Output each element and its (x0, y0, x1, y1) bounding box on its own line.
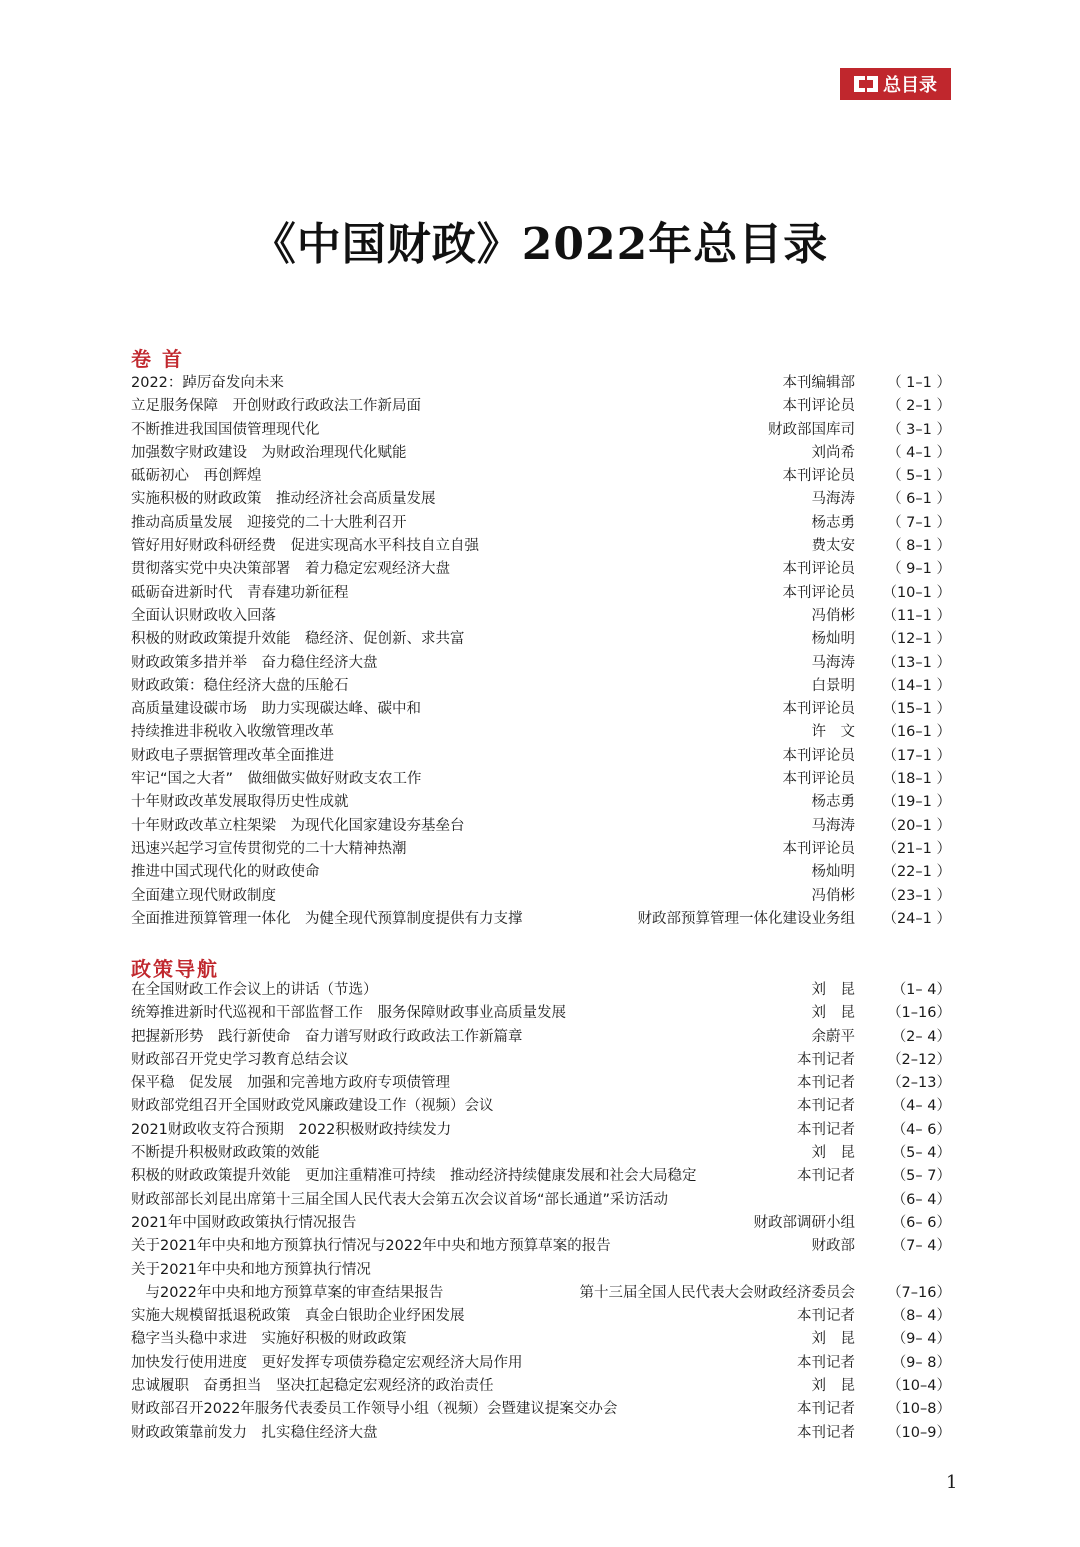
toc-entry-author: 刘 昆 (811, 1331, 855, 1348)
toc-row[interactable] (131, 582, 951, 605)
toc-row[interactable] (131, 1259, 951, 1282)
toc-entry-author: 本刊记者 (797, 1121, 855, 1138)
book-icon (854, 76, 878, 92)
toc-entry-title: 稳字当头稳中求进 实施好积极的财政政策 (131, 1331, 407, 1348)
toc-entry-author: 本刊评论员 (782, 747, 855, 764)
toc-entry-author: 本刊评论员 (782, 468, 855, 485)
toc-entry-issue: （ 5–1 ） (887, 468, 951, 485)
toc-entry-author: 余蔚平 (811, 1028, 855, 1045)
toc-entry-issue: （ 8–1 ） (887, 538, 951, 555)
toc-entry-author: 白景明 (811, 677, 855, 694)
toc-entry-issue: （5– 7） (891, 1168, 951, 1185)
toc-entry-author: 本刊记者 (797, 1075, 855, 1092)
toc-entry-title: 牢记“国之大者” 做细做实做好财政支农工作 (131, 771, 422, 788)
toc-entry-author: 杨灿明 (811, 631, 855, 648)
toc-entry-author: 本刊评论员 (782, 771, 855, 788)
toc-entry-author: 刘 昆 (811, 1005, 855, 1022)
section-heading-zhengce: 政策导航 (131, 957, 219, 981)
toc-entry-issue: （2– 4） (891, 1028, 951, 1045)
toc-entry-title: 统筹推进新时代巡视和干部监督工作 服务保障财政事业高质量发展 (131, 1005, 566, 1022)
toc-row[interactable] (131, 372, 951, 395)
toc-entry-issue: （8– 4） (891, 1308, 951, 1325)
toc-entry-title: 积极的财政政策提升效能 更加注重精准可持续 推动经济持续健康发展和社会大局稳定 (131, 1168, 697, 1185)
toc-entry-author: 杨志勇 (811, 794, 855, 811)
toc-row[interactable] (131, 1352, 951, 1375)
toc-entry-title: 砥砺奋进新时代 青春建功新征程 (131, 584, 349, 601)
toc-row[interactable] (131, 1398, 951, 1421)
toc-row[interactable] (131, 535, 951, 558)
toc-entry-author: 刘 昆 (811, 982, 855, 998)
toc-entry-issue: （9– 8） (891, 1354, 951, 1371)
toc-entry-title: 财政电子票据管理改革全面推进 (131, 747, 334, 764)
toc-row[interactable] (131, 838, 951, 861)
toc-entry-author: 财政部预算管理一体化建设业务组 (637, 910, 855, 927)
toc-entry-issue: （ 3–1 ） (887, 421, 951, 438)
toc-entry-issue: （21–1 ） (882, 840, 951, 857)
toc-entry-author: 本刊记者 (797, 1168, 855, 1185)
toc-entry-title: 立足服务保障 开创财政行政政法工作新局面 (131, 398, 421, 415)
toc-entry-author: 许 文 (811, 724, 855, 741)
toc-entry-issue: （2–12） (887, 1051, 951, 1068)
toc-entry-issue: （ 9–1 ） (887, 561, 951, 578)
toc-entry-issue: （7–16） (887, 1284, 951, 1301)
toc-row[interactable] (131, 698, 951, 721)
toc-entry-issue: （20–1 ） (882, 817, 951, 834)
toc-entry-title: 加快发行使用进度 更好发挥专项债券稳定宏观经济大局作用 (131, 1354, 523, 1371)
toc-entry-issue: （10–8） (887, 1401, 951, 1418)
toc-entry-author: 财政部国库司 (768, 421, 855, 438)
toc-entry-title: 财政部召开2022年服务代表委员工作领导小组（视频）会暨建议提案交办会 (131, 1401, 618, 1418)
toc-entry-issue: （10–1 ） (882, 584, 951, 601)
toc-entry-title: 推进中国式现代化的财政使命 (131, 864, 320, 881)
toc-entry-title: 持续推进非税收入收缴管理改革 (131, 724, 334, 741)
toc-entry-author: 第十三届全国人民代表大会财政经济委员会 (579, 1284, 855, 1301)
toc-entry-title: 关于2021年中央和地方预算执行情况 (131, 1261, 371, 1278)
toc-entry-issue: （1–16） (887, 1005, 951, 1022)
toc-entry-title: 全面推进预算管理一体化 为健全现代预算制度提供有力支撑 (131, 910, 523, 927)
toc-row[interactable] (131, 488, 951, 511)
toc-entry-title: 推动高质量发展 迎接党的二十大胜利召开 (131, 514, 407, 531)
toc-row[interactable] (131, 1072, 951, 1095)
toc-entry-issue: （9– 4） (891, 1331, 951, 1348)
toc-entry-title: 迅速兴起学习宣传贯彻党的二十大精神热潮 (131, 840, 407, 857)
toc-entry-title: 忠诚履职 奋勇担当 坚决扛起稳定宏观经济的政治责任 (131, 1378, 494, 1395)
section-list-juanshou (131, 372, 951, 931)
toc-entry-title: 关于2021年中央和地方预算执行情况与2022年中央和地方预算草案的报告 (131, 1238, 611, 1255)
toc-row[interactable] (131, 1235, 951, 1258)
toc-entry-title: 全面认识财政收入回落 (131, 607, 276, 624)
toc-row[interactable] (131, 745, 951, 768)
toc-row[interactable] (131, 1049, 951, 1072)
toc-row[interactable] (131, 1119, 951, 1142)
toc-entry-title: 实施大规模留抵退税政策 真金白银助企业纾困发展 (131, 1308, 465, 1325)
toc-entry-title: 积极的财政政策提升效能 稳经济、促创新、求共富 (131, 631, 465, 648)
toc-entry-author: 本刊评论员 (782, 584, 855, 601)
toc-row[interactable] (131, 628, 951, 651)
toc-entry-issue: （17–1 ） (882, 747, 951, 764)
toc-entry-issue: （ 2–1 ） (887, 398, 951, 415)
toc-row[interactable] (131, 465, 951, 488)
toc-entry-author: 本刊评论员 (782, 561, 855, 578)
toc-row[interactable] (131, 1002, 951, 1025)
toc-entry-author: 本刊编辑部 (782, 375, 855, 391)
toc-entry-title: 2021财政收支符合预期 2022积极财政持续发力 (131, 1121, 452, 1138)
toc-entry-title: 实施积极的财政政策 推动经济社会高质量发展 (131, 491, 436, 508)
toc-entry-issue: （4– 6） (891, 1121, 951, 1138)
toc-row[interactable] (131, 1095, 951, 1118)
toc-row[interactable] (131, 861, 951, 884)
toc-entry-issue: （16–1 ） (882, 724, 951, 741)
toc-entry-author: 杨灿明 (811, 864, 855, 881)
toc-row[interactable] (131, 791, 951, 814)
toc-entry-issue: （22–1 ） (882, 864, 951, 881)
toc-entry-title: 不断推进我国国债管理现代化 (131, 421, 320, 438)
toc-entry-title: 2022：踔厉奋发向未来 (131, 375, 284, 391)
toc-entry-title: 不断提升积极财政政策的效能 (131, 1145, 320, 1162)
toc-entry-title: 财政部召开党史学习教育总结会议 (131, 1051, 349, 1068)
toc-row[interactable] (131, 885, 951, 908)
section-heading-juanshou: 卷 首 (131, 347, 184, 371)
toc-entry-issue: （4– 4） (891, 1098, 951, 1115)
toc-entry-title: 砥砺初心 再创辉煌 (131, 468, 262, 485)
toc-entry-author: 冯俏彬 (811, 887, 855, 904)
toc-entry-author: 马海涛 (811, 491, 855, 508)
toc-entry-issue: （6– 6） (891, 1214, 951, 1231)
toc-entry-author: 本刊评论员 (782, 398, 855, 415)
toc-entry-issue: （7– 4） (891, 1238, 951, 1255)
toc-entry-issue: （11–1 ） (882, 607, 951, 624)
toc-entry-title: 加强数字财政建设 为财政治理现代化赋能 (131, 444, 407, 461)
toc-entry-author: 本刊记者 (797, 1424, 855, 1441)
toc-entry-title: 十年财政改革发展取得历史性成就 (131, 794, 349, 811)
toc-row[interactable] (131, 768, 951, 791)
toc-entry-issue: （19–1 ） (882, 794, 951, 811)
toc-row[interactable] (131, 512, 951, 535)
toc-row[interactable] (131, 652, 951, 675)
toc-entry-author: 刘尚希 (811, 444, 855, 461)
toc-entry-author: 刘 昆 (811, 1145, 855, 1162)
contents-badge[interactable] (840, 68, 951, 100)
toc-entry-author: 冯俏彬 (811, 607, 855, 624)
toc-row[interactable] (131, 1282, 951, 1305)
toc-row[interactable] (131, 908, 951, 931)
toc-entry-title: 十年财政改革立柱架梁 为现代化国家建设夯基垒台 (131, 817, 465, 834)
toc-entry-title: 财政政策靠前发力 扎实稳住经济大盘 (131, 1424, 378, 1441)
toc-row[interactable] (131, 815, 951, 838)
toc-entry-issue: （2–13） (887, 1075, 951, 1092)
toc-row[interactable] (131, 721, 951, 744)
page-title: 《中国财政》2022年总目录 (251, 219, 829, 270)
toc-entry-title: 管好用好财政科研经费 促进实现高水平科技自立自强 (131, 538, 479, 555)
toc-entry-issue: （5– 4） (891, 1145, 951, 1162)
toc-row[interactable] (131, 1189, 951, 1212)
page-number: 1 (946, 1472, 958, 1493)
toc-entry-issue: （ 1–1 ） (887, 375, 951, 391)
toc-row[interactable] (131, 1305, 951, 1328)
toc-entry-title: 高质量建设碳市场 助力实现碳达峰、碳中和 (131, 701, 421, 718)
toc-entry-author: 财政部 (811, 1238, 855, 1255)
toc-entry-issue: （13–1 ） (882, 654, 951, 671)
toc-row[interactable] (131, 395, 951, 418)
toc-entry-issue: （14–1 ） (882, 677, 951, 694)
toc-entry-title: 财政部党组召开全国财政党风廉政建设工作（视频）会议 (131, 1098, 494, 1115)
toc-row[interactable] (131, 419, 951, 442)
toc-entry-author: 本刊评论员 (782, 840, 855, 857)
toc-entry-author: 本刊记者 (797, 1098, 855, 1115)
toc-entry-issue: （10–4） (887, 1378, 951, 1395)
toc-entry-issue: （18–1 ） (882, 771, 951, 788)
toc-entry-author: 本刊记者 (797, 1051, 855, 1068)
toc-entry-issue: （ 7–1 ） (887, 514, 951, 531)
toc-entry-issue: （12–1 ） (882, 631, 951, 648)
toc-row[interactable] (131, 979, 951, 1002)
toc-entry-issue: （15–1 ） (882, 701, 951, 718)
toc-entry-title: 财政政策多措并举 奋力稳住经济大盘 (131, 654, 378, 671)
toc-row[interactable] (131, 605, 951, 628)
toc-entry-issue: （10–9） (887, 1424, 951, 1441)
toc-row[interactable] (131, 1026, 951, 1049)
toc-row[interactable] (131, 675, 951, 698)
toc-row[interactable] (131, 1422, 951, 1445)
toc-entry-title: 全面建立现代财政制度 (131, 887, 276, 904)
toc-entry-author: 本刊记者 (797, 1401, 855, 1418)
toc-row[interactable] (131, 558, 951, 581)
section-list-zhengce (131, 979, 951, 1445)
toc-entry-title: 贯彻落实党中央决策部署 着力稳定宏观经济大盘 (131, 561, 450, 578)
toc-entry-author: 本刊评论员 (782, 701, 855, 718)
toc-entry-issue: （1– 4） (891, 982, 951, 998)
toc-entry-author: 马海涛 (811, 654, 855, 671)
toc-entry-issue: （ 4–1 ） (887, 444, 951, 461)
toc-entry-author: 本刊记者 (797, 1354, 855, 1371)
toc-entry-title: 把握新形势 践行新使命 奋力谱写财政行政政法工作新篇章 (131, 1028, 523, 1045)
toc-entry-title: 在全国财政工作会议上的讲话（节选） (131, 982, 378, 998)
toc-entry-author: 本刊记者 (797, 1308, 855, 1325)
toc-row[interactable] (131, 442, 951, 465)
toc-row[interactable] (131, 1212, 951, 1235)
toc-entry-issue: （23–1 ） (882, 887, 951, 904)
toc-entry-title: 与2022年中央和地方预算草案的审查结果报告 (131, 1284, 444, 1301)
toc-entry-title: 保平稳 促发展 加强和完善地方政府专项债管理 (131, 1075, 450, 1092)
contents-badge-label: 总目录 (883, 75, 937, 96)
toc-entry-issue: （24–1 ） (882, 910, 951, 927)
toc-entry-issue: （ 6–1 ） (887, 491, 951, 508)
toc-entry-author: 杨志勇 (811, 514, 855, 531)
toc-row[interactable] (131, 1375, 951, 1398)
toc-row[interactable] (131, 1328, 951, 1351)
toc-row[interactable] (131, 1142, 951, 1165)
toc-row[interactable] (131, 1165, 951, 1188)
toc-entry-issue: （6– 4） (891, 1191, 951, 1208)
toc-entry-author: 费太安 (811, 538, 855, 555)
toc-entry-title: 财政政策：稳住经济大盘的压舱石 (131, 677, 349, 694)
toc-entry-title: 财政部部长刘昆出席第十三届全国人民代表大会第五次会议首场“部长通道”采访活动 (131, 1191, 669, 1208)
toc-entry-author: 马海涛 (811, 817, 855, 834)
toc-entry-author: 刘 昆 (811, 1378, 855, 1395)
toc-entry-title: 2021年中国财政政策执行情况报告 (131, 1214, 357, 1231)
toc-entry-author: 财政部调研小组 (753, 1214, 855, 1231)
